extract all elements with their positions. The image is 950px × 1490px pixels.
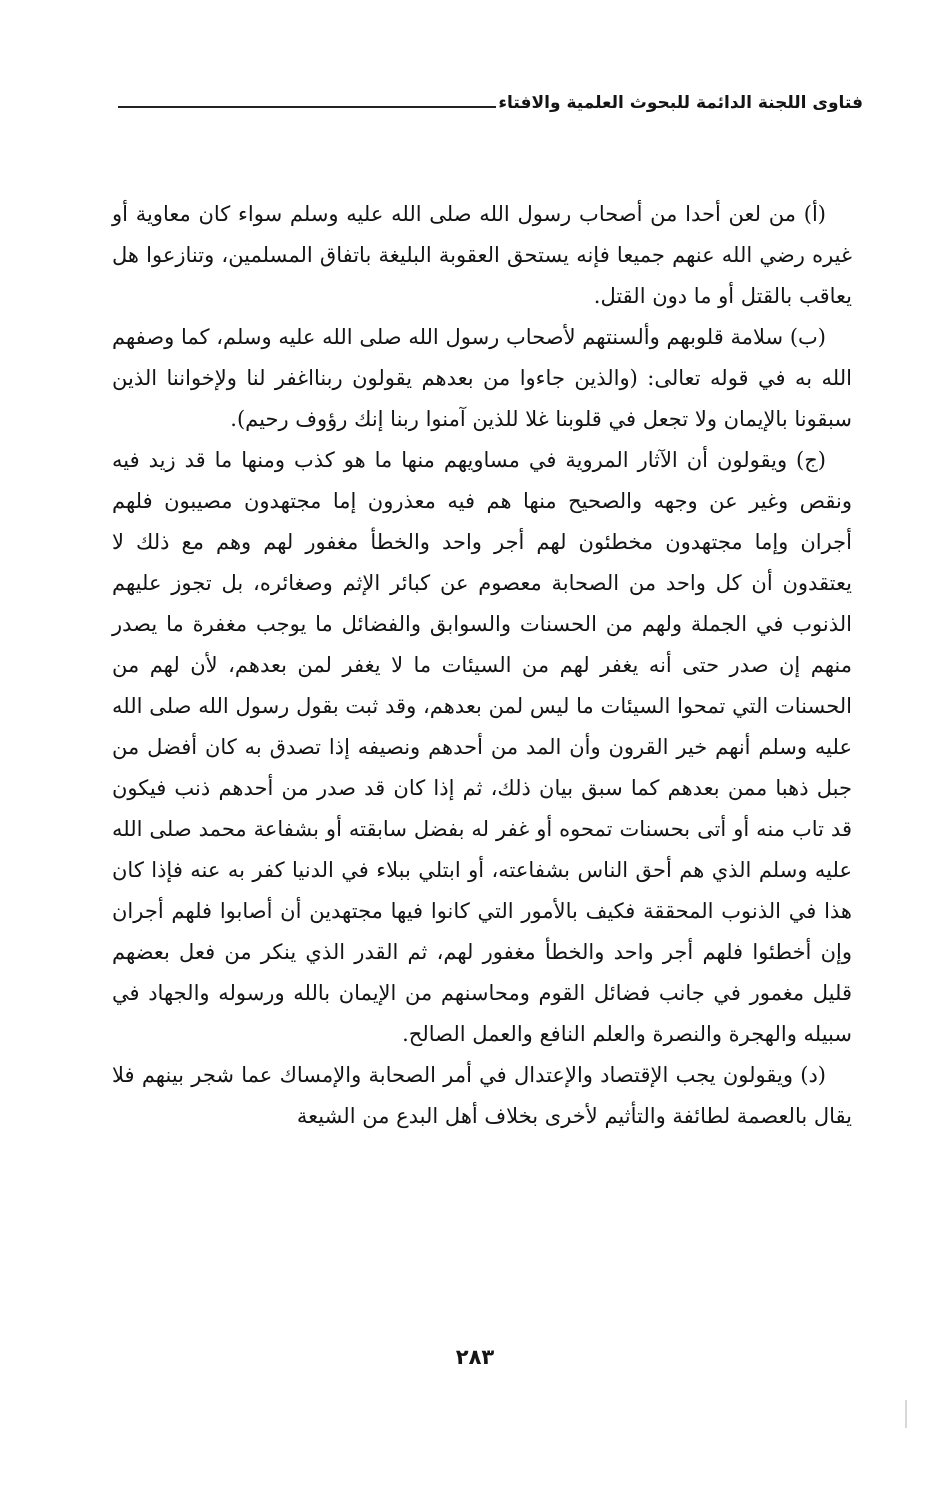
page-number: ٢٨٣: [455, 1345, 495, 1369]
running-header-title: فتاوى اللجنة الدائمة للبحوث العلمية والافتاء: [498, 93, 863, 113]
running-header: [118, 86, 863, 116]
paragraph-a: (أ) من لعن أحدا من أصحاب رسول الله صلى الله عليه وسلم سواء كان معاوية أو غيره رضي الله عنهم جميعا فإنه يستحق العقوبة البليغة باتفاق المسلمين، وتنازعوا هل يعاقب بالقتل أو ما دون القتل.: [112, 202, 852, 308]
paragraph-b: (ب) سلامة قلوبهم وألسنتهم لأصحاب رسول الله صلى الله عليه وسلم، كما وصفهم الله به في قوله تعالى: (والذين جاءوا من بعدهم يقولون ربنااغفر لنا ولإخواننا الذين سبقونا بالإيمان ولا تجعل في قلوبنا غلا للذين آمنوا ربنا إنك رؤوف رحيم).: [112, 325, 852, 431]
body-text: [112, 194, 852, 1137]
paragraph-c: (ج) ويقولون أن الآثار المروية في مساويهم منها ما هو كذب ومنها ما قد زيد فيه ونقص وغير عن وجهه والصحيح منها هم فيه معذرون إما مجتهدون مصيبون فلهم أجران وإما مجتهدون مخطئون لهم أجر واحد والخطأ مغفور لهم وهم مع ذلك لا يعتقدون أن كل واحد من الصحابة معصوم عن كبائر الإثم وصغائره، بل تجوز عليهم الذنوب في الجملة ولهم من الحسنات والسوابق والفضائل ما يوجب مغفرة ما يصدر منهم إن صدر حتى أنه يغفر لهم من السيئات ما لا يغفر لمن بعدهم، لأن لهم من الحسنات التي تمحوا السيئات ما ليس لمن بعدهم، وقد ثبت بقول رسول الله صلى الله عليه وسلم أنهم خير القرون وأن المد من أحدهم ونصيفه إذا تصدق به كان أفضل من جبل ذهبا ممن بعدهم كما سبق بيان ذلك، ثم إذا كان قد صدر من أحدهم ذنب فيكون قد تاب منه أو أتى بحسنات تمحوه أو غفر له بفضل سابقته أو بشفاعة محمد صلى الله عليه وسلم الذي هم أحق الناس بشفاعته، أو ابتلي ببلاء في الدنيا كفر به عنه فإذا كان هذا في الذنوب المحققة فكيف بالأمور التي كانوا فيها مجتهدين أن أصابوا فلهم أجران وإن أخطئوا فلهم أجر واحد والخطأ مغفور لهم، ثم القدر الذي ينكر من فعل بعضهم قليل مغمور في جانب فضائل القوم ومحاسنهم من الإيمان بالله ورسوله والجهاد في سبيله والهجرة والنصرة والعلم النافع والعمل الصالح.: [112, 448, 852, 1046]
paragraph-d: (د) ويقولون يجب الإقتصاد والإعتدال في أمر الصحابة والإمساك عما شجر بينهم فلا يقال بالعصمة لطائفة والتأثيم لأخرى بخلاف أهل البدع من الشيعة: [112, 1063, 852, 1128]
scan-mark: [905, 1400, 907, 1428]
header-rule: [118, 106, 496, 108]
